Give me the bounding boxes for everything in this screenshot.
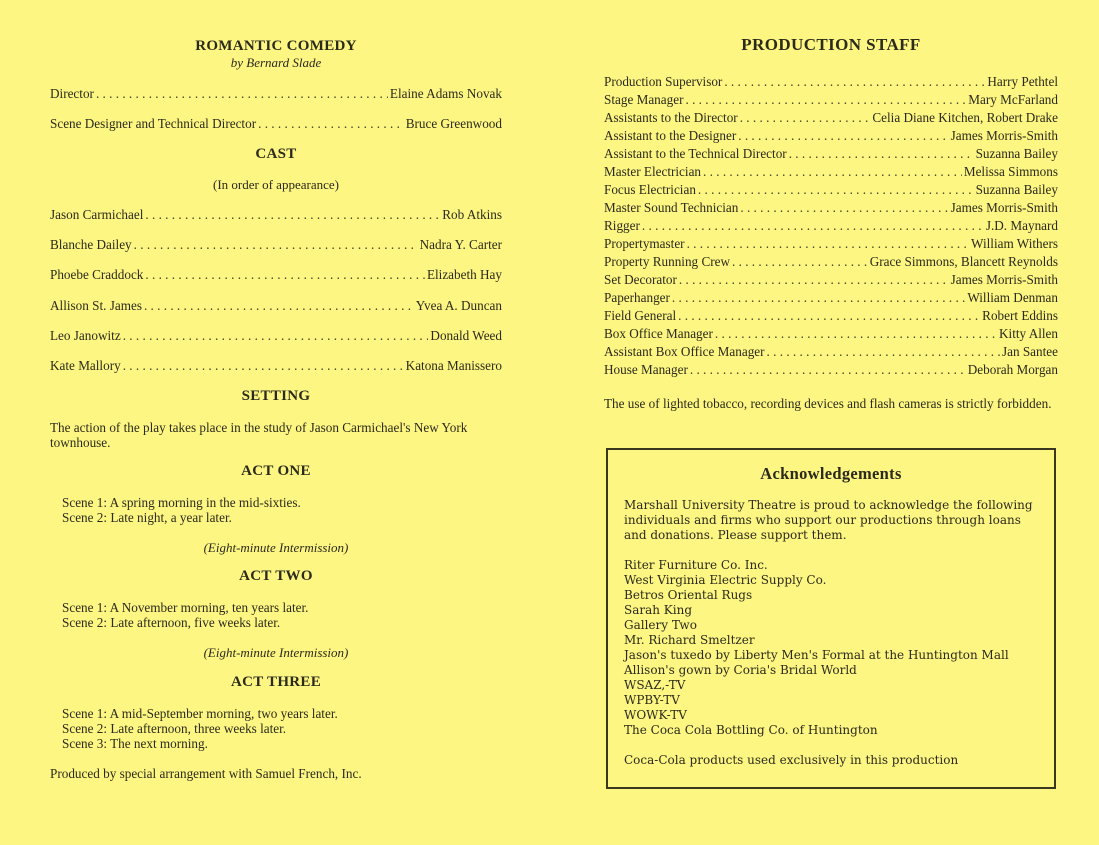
staff-row (604, 362, 1058, 380)
staff-name: Celia Diane Kitchen, Robert Drake (872, 110, 1058, 125)
scene-line: Scene 1: A spring morning in the mid-sixties. (62, 495, 301, 510)
cast-name: Yvea A. Duncan (415, 298, 502, 313)
act-one-scenes (50, 495, 502, 525)
right-page (604, 0, 1058, 845)
staff-role: Assistant to the Technical Director (604, 146, 787, 161)
staff-role: Field General (604, 308, 677, 323)
sponsor-list (624, 558, 1040, 738)
staff-role: Assistant Box Office Manager (604, 344, 765, 359)
staff-list (604, 74, 1058, 380)
staff-row (604, 164, 1058, 182)
sponsor-item: WPBY-TV (624, 693, 680, 707)
staff-role: House Manager (604, 362, 688, 377)
cast-role: Allison St. James (50, 298, 142, 313)
scene-line: Scene 1: A November morning, ten years later. (62, 600, 309, 615)
staff-name: Kitty Allen (999, 326, 1058, 341)
staff-row (604, 308, 1058, 326)
staff-row (604, 74, 1058, 92)
cast-name: Katona Manissero (405, 358, 502, 373)
acknowledgements-closing: Coca-Cola products used exclusively in this production (624, 753, 959, 767)
staff-role: Focus Electrician (604, 182, 696, 197)
setting-heading: SETTING (241, 388, 311, 404)
staff-row (604, 218, 1058, 236)
staff-role: Assistants to the Director (604, 110, 738, 125)
cast-role: Phoebe Craddock (50, 267, 144, 282)
credit-name: Bruce Greenwood (405, 116, 502, 131)
acknowledgements-title: Acknowledgements (760, 464, 902, 483)
cast-role: Leo Janowitz (50, 328, 121, 343)
staff-name: Grace Simmons, Blancett Reynolds (869, 254, 1058, 269)
staff-role: Paperhanger (604, 290, 670, 305)
staff-name: William Denman (967, 290, 1058, 305)
credit-role: Director (50, 86, 94, 101)
staff-role: Propertymaster (604, 236, 685, 251)
act-two-heading: ACT TWO (239, 568, 313, 584)
cast-row (50, 358, 502, 374)
sponsor-item: Allison's gown by Coria's Bridal World (624, 663, 857, 677)
left-page (50, 0, 502, 845)
acknowledgements-intro: Marshall University Theatre is proud to acknowledge the following individuals and firms who support our productions through loans and donations. Please support them. (624, 498, 1033, 542)
sponsor-item: Gallery Two (624, 618, 697, 632)
notice-text: The use of lighted tobacco, recording devices and flash cameras is strictly forbidden. (604, 396, 1052, 411)
sponsor-item: WOWK-TV (624, 708, 687, 722)
play-title: ROMANTIC COMEDY (195, 38, 357, 54)
staff-name: J.D. Maynard (985, 218, 1058, 233)
staff-name: James Morris-Smith (950, 272, 1058, 287)
cast-role: Kate Mallory (50, 358, 121, 373)
staff-role: Master Electrician (604, 164, 702, 179)
staff-role: Rigger (604, 218, 640, 233)
cast-row (50, 237, 502, 253)
credit-name: Elaine Adams Novak (389, 86, 502, 101)
credit-role: Scene Designer and Technical Director (50, 116, 257, 131)
staff-name: Suzanna Bailey (975, 146, 1058, 161)
scene-line: Scene 3: The next morning. (62, 736, 208, 751)
act-one-heading: ACT ONE (241, 463, 311, 479)
act-three-heading: ACT THREE (230, 674, 322, 690)
sponsor-item: Sarah King (624, 603, 693, 617)
sponsor-item: Betros Oriental Rugs (624, 588, 753, 602)
cast-row (50, 298, 502, 314)
setting-text: The action of the play takes place in the study of Jason Carmichael's New York townhouse. (50, 420, 468, 450)
staff-name: James Morris-Smith (950, 128, 1058, 143)
staff-row (604, 254, 1058, 272)
staff-name: William Withers (971, 236, 1058, 251)
cast-row (50, 207, 502, 223)
staff-name: Jan Santee (1001, 344, 1058, 359)
staff-row (604, 326, 1058, 344)
scene-line: Scene 2: Late afternoon, three weeks later. (62, 721, 287, 736)
sponsor-item: Mr. Richard Smeltzer (624, 633, 755, 647)
cast-heading: CAST (255, 146, 297, 162)
intermission-1: (Eight-minute Intermission) (203, 540, 349, 555)
cast-role: Blanche Dailey (50, 237, 132, 252)
cast-row (50, 267, 502, 283)
intermission-2: (Eight-minute Intermission) (203, 645, 349, 660)
scene-line: Scene 2: Late night, a year later. (62, 510, 232, 525)
sponsor-item: WSAZ,-TV (624, 678, 686, 692)
staff-role: Production Supervisor (604, 74, 723, 89)
act-three-scenes (50, 706, 502, 751)
staff-row (604, 146, 1058, 164)
staff-row (604, 236, 1058, 254)
act-two-scenes (50, 600, 502, 630)
cast-row (50, 328, 502, 344)
cast-name: Donald Weed (430, 328, 502, 343)
staff-role: Assistant to the Designer (604, 128, 737, 143)
staff-name: James Morris-Smith (950, 200, 1058, 215)
staff-row (604, 344, 1058, 362)
staff-name: Harry Pethtel (987, 74, 1058, 89)
sponsor-item: The Coca Cola Bottling Co. of Huntington (624, 723, 878, 737)
staff-name: Mary McFarland (968, 92, 1058, 107)
cast-name: Rob Atkins (442, 207, 502, 222)
staff-role: Property Running Crew (604, 254, 731, 269)
cast-subheading: (In order of appearance) (213, 177, 339, 192)
scene-line: Scene 2: Late afternoon, five weeks later. (62, 615, 281, 630)
staff-row (604, 272, 1058, 290)
staff-name: Suzanna Bailey (975, 182, 1058, 197)
scene-line: Scene 1: A mid-September morning, two years later. (62, 706, 338, 721)
staff-role: Box Office Manager (604, 326, 713, 341)
staff-name: Robert Eddins (982, 308, 1058, 323)
sponsor-item: Riter Furniture Co. Inc. (624, 558, 768, 572)
staff-role: Set Decorator (604, 272, 677, 287)
staff-row (604, 110, 1058, 128)
play-author: by Bernard Slade (230, 55, 322, 70)
staff-row (604, 200, 1058, 218)
staff-role: Master Sound Technician (604, 200, 739, 215)
cast-name: Elizabeth Hay (426, 267, 502, 282)
staff-row (604, 128, 1058, 146)
acknowledgements-box (606, 448, 1056, 789)
cast-role: Jason Carmichael (50, 207, 144, 222)
staff-role: Stage Manager (604, 92, 684, 107)
staff-row (604, 290, 1058, 308)
sponsor-item: West Virginia Electric Supply Co. (624, 573, 827, 587)
staff-name: Deborah Morgan (967, 362, 1058, 377)
credit-row-director (50, 86, 502, 102)
staff-row (604, 92, 1058, 110)
cast-name: Nadra Y. Carter (419, 237, 502, 252)
sponsor-item: Jason's tuxedo by Liberty Men's Formal at the Huntington Mall (624, 648, 1009, 662)
credit-row-designer (50, 116, 502, 132)
production-credit-footer: Produced by special arrangement with Samuel French, Inc. (50, 766, 362, 781)
staff-row (604, 182, 1058, 200)
staff-name: Melissa Simmons (963, 164, 1058, 179)
staff-heading: PRODUCTION STAFF (741, 35, 921, 54)
